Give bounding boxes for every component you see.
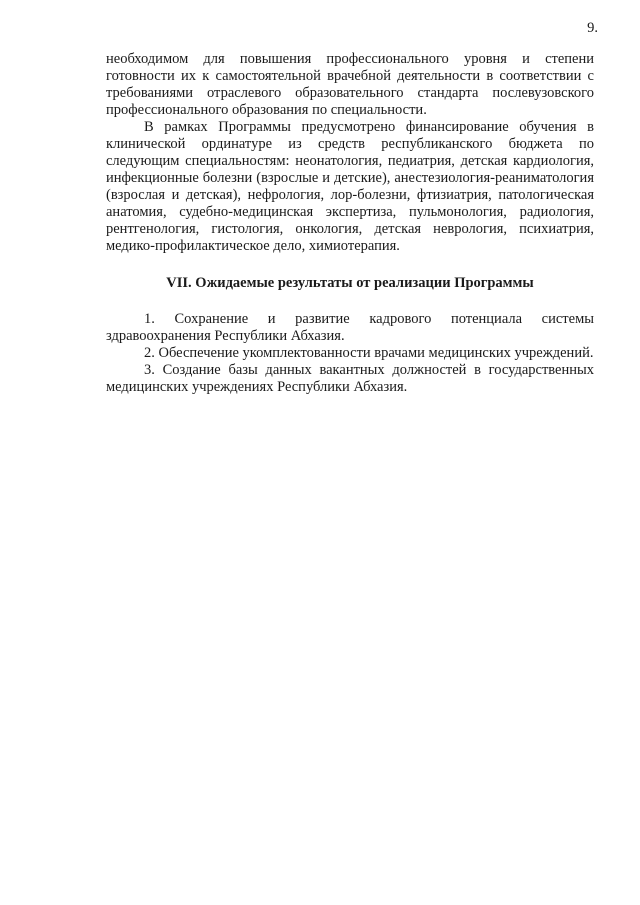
- paragraph-continuation: необходимом для повышения профессионального уровня и степени готовности их к самостоятельной врачебной деятельности в соответствии с требованиями отраслевого образовательного стандарта послевузовского профессионального образования по специальности.: [106, 51, 594, 118]
- result-item-3: 3. Создание базы данных вакантных должностей в государственных медицинских учреждениях Республики Абхазия.: [106, 362, 594, 395]
- result-item-2: 2. Обеспечение укомплектованности врачами медицинских учреждений.: [144, 345, 594, 361]
- section-heading: VII. Ожидаемые результаты от реализации Программы: [166, 275, 534, 291]
- paragraph-program-funding: В рамках Программы предусмотрено финансирование обучения в клинической ординатуре из средств республиканского бюджета по следующим специальностям: неонатология, педиатрия, детская кардиология, инфекционные болезни (взрослые и детские), анестезиология-реаниматология (взрослая и детская), нефрология, лор-болезни, фтизиатрия, патологическая анатомия, судебно-медицинская экспертиза, пульмонология, радиология, рентгенология, гистология, онкология, детская неврология, психиатрия, медико-профилактическое дело, химиотерапия.: [106, 119, 594, 254]
- page-number: 9.: [587, 20, 598, 36]
- document-body: [106, 51, 594, 396]
- result-item-1: 1. Сохранение и развитие кадрового потенциала системы здравоохранения Республики Абхазия.: [106, 311, 594, 344]
